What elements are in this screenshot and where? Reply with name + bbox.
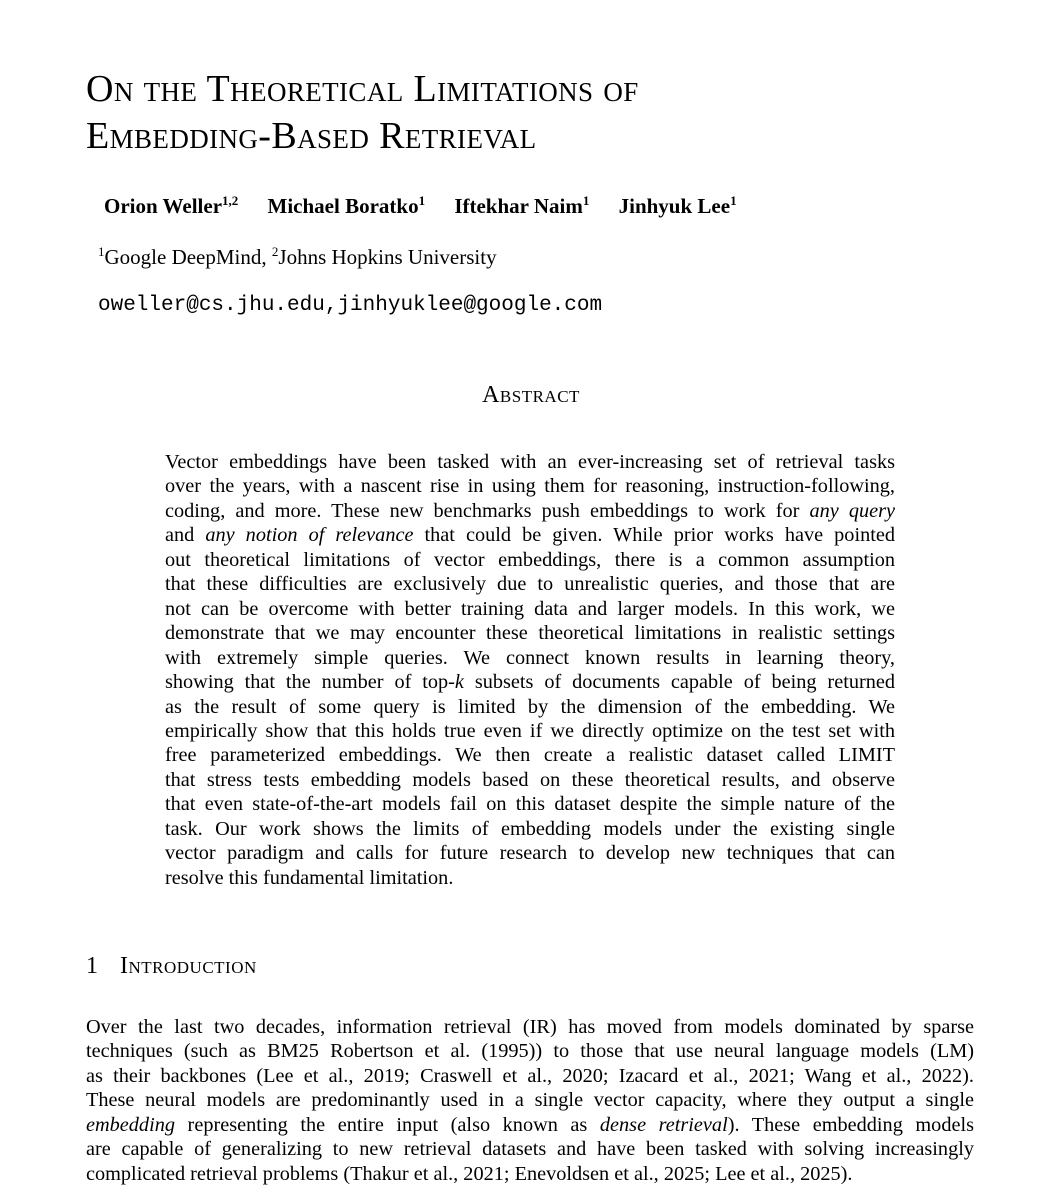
author	[619, 194, 737, 218]
abstract-line: task. Our work shows the limits of embedding models under the existing single	[165, 817, 895, 840]
text-run: subsets of documents capable of being returned	[463, 671, 896, 694]
abstract-line: as the result of some query is limited by the dimension of the embedding. We	[165, 695, 895, 718]
section-heading-introduction	[86, 953, 257, 980]
abstract-line	[165, 499, 895, 523]
text-run: showing that the number of top-	[165, 671, 455, 694]
emphasis: embedding	[86, 1113, 175, 1136]
math-variable: k	[454, 671, 464, 694]
intro-line: These neural models are predominantly used in a single vector capacity, where they output a single	[86, 1089, 974, 1112]
abstract-line: empirically show that this holds true even if we directly optimize on the test set with	[165, 719, 895, 742]
author-name: Orion Weller	[104, 194, 223, 218]
author-emails[interactable]: oweller@cs.jhu.edu,jinhyuklee@google.com	[98, 294, 603, 317]
emphasis: any query	[809, 499, 895, 522]
abstract-line: that stress tests embedding models based on these theoretical results, and observe	[165, 768, 895, 791]
abstract-line: over the years, with a nascent rise in using them for reasoning, instruction-following,	[165, 475, 895, 498]
intro-line: techniques (such as BM25 Robertson et al. (1995)) to those that use neural language models (LM)	[86, 1040, 974, 1063]
affiliation-name: Google DeepMind,	[104, 245, 272, 269]
abstract-line: that even state-of-the-art models fail on this dataset despite the simple nature of the	[165, 793, 895, 816]
author-name: Iftekhar Naim	[454, 194, 583, 218]
abstract-line: demonstrate that we may encounter these theoretical limitations in realistic settings	[165, 622, 895, 645]
abstract-line: free parameterized embeddings. We then create a realistic dataset called LIMIT	[165, 744, 895, 767]
text-run: ). These embedding models	[727, 1113, 974, 1136]
abstract-line: that these difficulties are exclusively due to unrealistic queries, and those that are	[165, 573, 895, 596]
author	[454, 194, 589, 218]
affiliations	[98, 245, 497, 270]
section-number: 1	[86, 953, 98, 979]
abstract-heading: Abstract	[482, 382, 580, 408]
abstract-line: out theoretical limitations of vector embeddings, there is a common assumption	[165, 548, 895, 571]
author-name: Jinhyuk Lee	[618, 194, 731, 218]
author-affiliation-mark: 1	[582, 193, 590, 208]
author	[104, 194, 238, 218]
affiliation-mark: 2	[271, 244, 279, 259]
title-line: Embedding-Based Retrieval	[86, 115, 537, 157]
author-affiliation-mark: 1,2	[222, 193, 239, 208]
section-title: Introduction	[120, 953, 257, 979]
intro-line	[86, 1113, 974, 1137]
affiliation-name: Johns Hopkins University	[278, 245, 497, 269]
introduction-body	[86, 1015, 974, 1186]
paper-title	[86, 66, 639, 160]
author	[268, 194, 426, 218]
abstract-line: resolve this fundamental limitation.	[165, 866, 454, 889]
abstract-line	[165, 670, 895, 694]
intro-line: complicated retrieval problems (Thakur et al., 2021; Enevoldsen et al., 2025; Lee et al., 2025).	[86, 1162, 853, 1185]
abstract-line: with extremely simple queries. We connect known results in learning theory,	[165, 646, 895, 669]
intro-line: Over the last two decades, information retrieval (IR) has moved from models dominated by sparse	[86, 1016, 974, 1038]
text-run: that could be given. While prior works have pointed	[413, 524, 895, 547]
intro-line: as their backbones (Lee et al., 2019; Craswell et al., 2020; Izacard et al., 2021; Wang et al., 2022).	[86, 1064, 974, 1087]
author-affiliation-mark: 1	[418, 193, 426, 208]
abstract-line: Vector embeddings have been tasked with an ever-increasing set of retrieval tasks	[165, 451, 895, 473]
emphasis: dense retrieval	[599, 1113, 728, 1136]
abstract-line	[165, 523, 895, 547]
abstract-body	[165, 450, 895, 890]
text-run: and	[165, 524, 206, 547]
intro-line: are capable of generalizing to new retrieval datasets and have been tasked with solving increasingly	[86, 1138, 974, 1161]
abstract-line: not can be overcome with better training data and larger models. In this work, we	[165, 597, 895, 620]
author-list	[104, 194, 737, 219]
text-run: representing the entire input (also known as	[175, 1113, 600, 1136]
author-name: Michael Boratko	[267, 194, 419, 218]
author-affiliation-mark: 1	[730, 193, 737, 208]
affiliation-mark: 1	[98, 244, 105, 259]
title-line: On the Theoretical Limitations of	[86, 68, 639, 110]
abstract-line: vector paradigm and calls for future research to develop new techniques that can	[165, 842, 895, 865]
emphasis: any notion of relevance	[205, 524, 414, 547]
text-run: coding, and more. These new benchmarks push embeddings to work for	[165, 499, 810, 522]
